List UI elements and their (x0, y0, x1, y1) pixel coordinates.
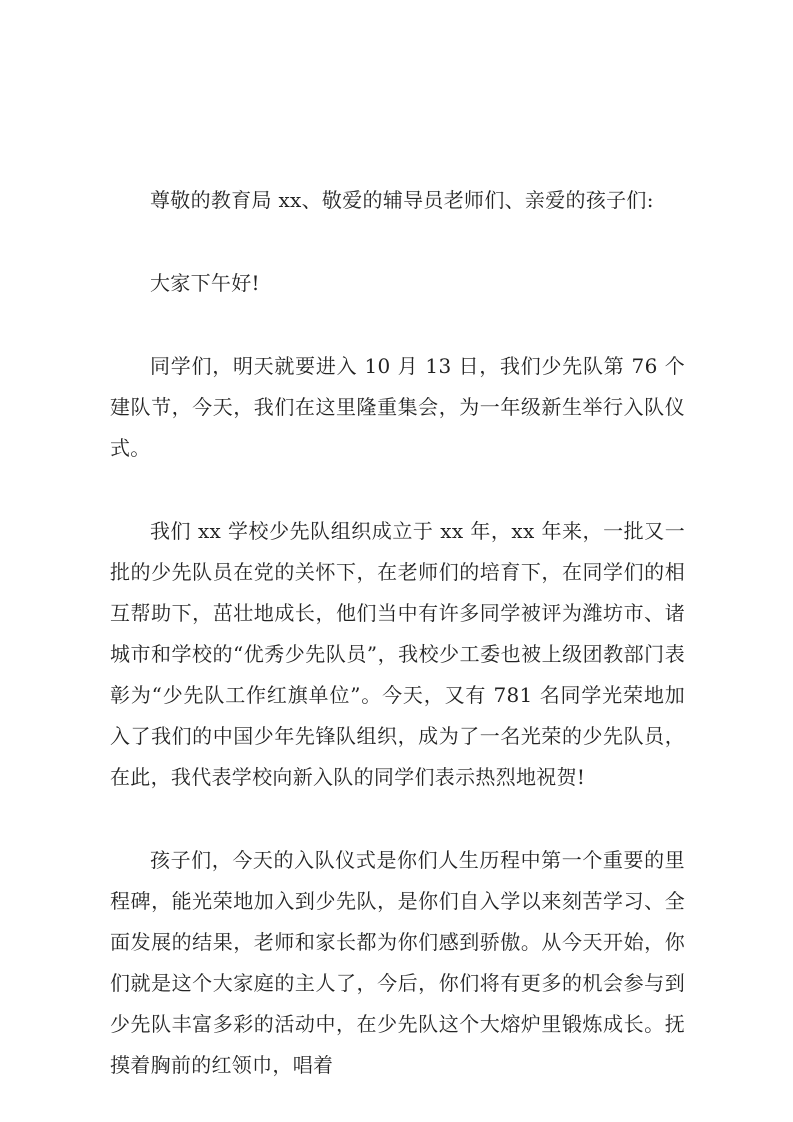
paragraph-salutation: 尊敬的教育局 xx、敬爱的辅导员老师们、亲爱的孩子们: (150, 188, 654, 212)
paragraph-school-history: 我们 xx 学校少先队组织成立于 xx 年，xx 年来，一批又一批的少先队员在党的关怀下，在老师们的培育下，在同学们的相互帮助下，茁壮地成长，他们当中有许多同学被评为潍坊市、诸城市和学校的“优秀少先队员”，我校少工委也被上级团教部门表彰为“少先队工作红旗单位”。今天，又有 781 名同学光荣地加入了我们的中国少年先锋队组织，成为了一名光荣的少先队员，在此，我代表学校向新入队的同学们表示热烈地祝贺! (110, 519, 685, 789)
paragraph-opening: 同学们，明天就要进入 10 月 13 日，我们少先队第 76 个建队节，今天，我们在这里隆重集会，为一年级新生举行入队仪式。 (110, 354, 685, 460)
paragraph-greeting: 大家下午好! (150, 271, 260, 295)
paragraph-message-to-children: 孩子们，今天的入队仪式是你们人生历程中第一个重要的里程碑，能光荣地加入到少先队，是你们自入学以来刻苦学习、全面发展的结果，老师和家长都为你们感到骄傲。从今天开始，你们就是这个大家庭的主人了，今后，你们将有更多的机会参与到少先队丰富多彩的活动中，在少先队这个大熔炉里锻炼成长。抚摸着胸前的红领巾，唱着 (110, 848, 685, 1077)
